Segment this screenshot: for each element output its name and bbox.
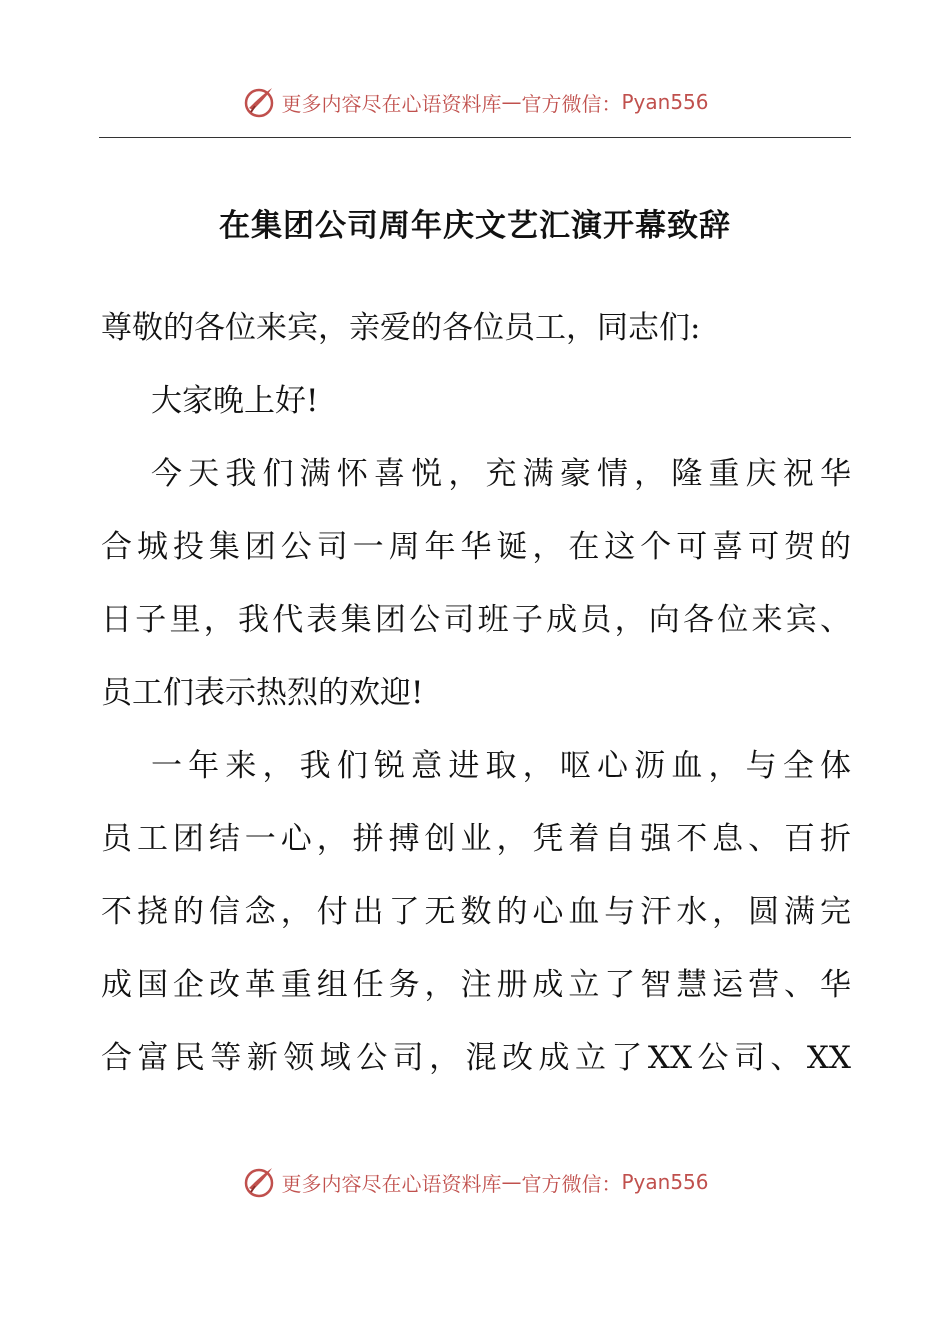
header-divider — [99, 137, 851, 138]
greeting-line: 大家晚上好! — [151, 383, 319, 419]
body-line: 一年来，我们锐意进取，呕心沥血，与全体 — [151, 748, 851, 784]
watermark-account-id: Pyan556 — [621, 90, 709, 114]
watermark-account-label: 官方微信： — [521, 1171, 622, 1196]
header-watermark — [0, 84, 950, 120]
body-line: 今天我们满怀喜悦，充满豪情，隆重庆祝华 — [151, 456, 851, 492]
quill-seal-icon — [241, 1164, 277, 1200]
watermark-account-label: 官方微信： — [521, 91, 622, 116]
watermark-brand-text: 更多内容尽在心语资料库 — [281, 91, 502, 116]
footer-watermark — [0, 1164, 950, 1200]
watermark-account-id: Pyan556 — [621, 1170, 709, 1194]
document-title: 在集团公司周年庆文艺汇演开幕致辞 — [219, 208, 731, 244]
quill-seal-icon — [241, 84, 277, 120]
body-line: 合城投集团公司一周年华诞，在这个可喜可贺的 — [101, 529, 851, 565]
body-line: 成国企改革重组任务，注册成立了智慧运营、华 — [101, 967, 851, 1003]
body-line: 合富民等新领域公司，混改成立了XX公司、XX — [101, 1040, 851, 1076]
watermark-separator: — — [501, 1170, 522, 1194]
salutation-line: 尊敬的各位来宾，亲爱的各位员工，同志们: — [101, 310, 701, 346]
watermark-separator: — — [501, 90, 522, 114]
body-line: 员工团结一心，拼搏创业，凭着自强不息、百折 — [101, 821, 851, 857]
watermark-brand-text: 更多内容尽在心语资料库 — [281, 1171, 502, 1196]
body-line: 员工们表示热烈的欢迎! — [101, 675, 424, 711]
document-body — [101, 292, 851, 1095]
body-line: 日子里，我代表集团公司班子成员，向各位来宾、 — [101, 602, 851, 638]
body-line: 不挠的信念，付出了无数的心血与汗水，圆满完 — [101, 894, 851, 930]
